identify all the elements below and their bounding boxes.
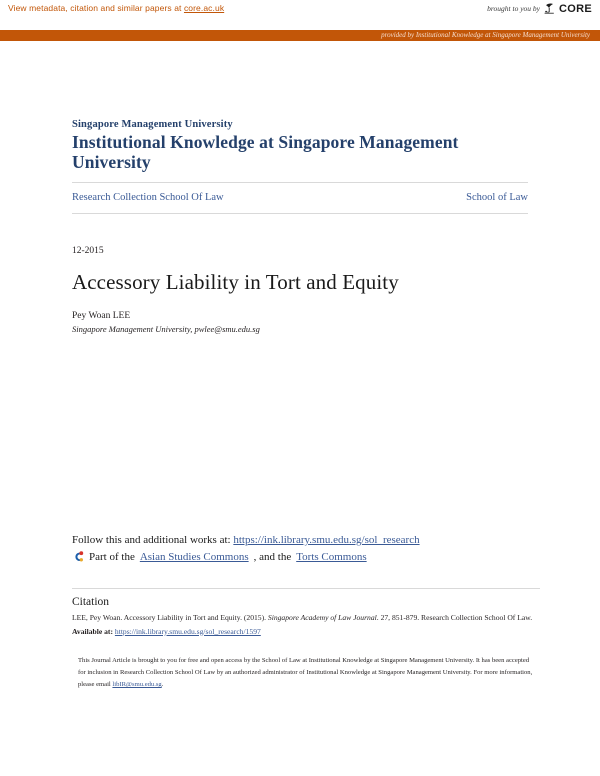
collection-divider: [72, 213, 528, 214]
digital-commons-network-icon: [72, 551, 84, 563]
citation-section: [72, 578, 540, 636]
masthead-divider: [72, 182, 528, 183]
page-title: Accessory Liability in Tort and Equity: [72, 270, 399, 295]
available-at-link[interactable]: https://ink.library.smu.edu.sg/sol_research/1597: [114, 626, 261, 636]
citation-text: [72, 612, 540, 624]
subject-link-asian-studies[interactable]: Asian Studies Commons: [139, 551, 249, 563]
available-at-line: [72, 627, 540, 636]
core-metadata-text: View metadata, citation and similar papers at: [8, 3, 184, 13]
follow-line: [72, 534, 540, 546]
core-tree-icon: [543, 2, 556, 15]
follow-lead-text: Follow this and additional works at:: [72, 534, 234, 546]
university-name: Singapore Management University: [72, 119, 233, 130]
follow-block: [72, 534, 540, 563]
author-affiliation: Singapore Management University, pwlee@smu.edu.sg: [72, 324, 260, 335]
subject-separator: , and the: [253, 551, 292, 563]
citation-heading: Citation: [72, 596, 110, 608]
available-at-label: Available at:: [72, 626, 113, 636]
core-banner: [0, 0, 600, 30]
citation-divider: [72, 588, 540, 589]
subject-link-torts[interactable]: Torts Commons: [296, 551, 367, 563]
citation-text-part-2: . 27, 851-879. Research Collection School Of Law.: [376, 613, 533, 622]
disclaimer-text: [78, 655, 538, 692]
core-metadata-line: [8, 3, 224, 13]
core-brand-group: [487, 2, 592, 15]
collection-name[interactable]: Research Collection School Of Law: [72, 192, 224, 204]
school-name[interactable]: School of Law: [466, 192, 528, 204]
citation-journal-title: Singapore Academy of Law Journal: [267, 613, 377, 622]
citation-text-part-1: LEE, Pey Woan. Accessory Liability in Tort and Equity. (2015).: [72, 613, 268, 622]
core-metadata-link[interactable]: core.ac.uk: [183, 3, 225, 13]
repository-name: Institutional Knowledge at Singapore Management University: [72, 132, 459, 173]
publication-date: 12-2015: [72, 246, 104, 257]
core-provided-by-text: provided by Institutional Knowledge at Singapore Management University: [381, 31, 590, 39]
repository-masthead: [72, 119, 528, 172]
disclaimer-part-1: This Journal Article is brought to you for free and open access by the School of Law at Institutional Knowledge at Singapore Management University. It has been accepted for inclusion in Research Collection School Of Law by an authorized administrator of Institutional Knowledge at Singapore Management University. For more information, please email: [78, 657, 533, 689]
collection-row: [72, 192, 528, 203]
part-of-prefix: Part of the: [89, 551, 135, 563]
author-name: Pey Woan LEE: [72, 311, 131, 322]
core-orange-strip: [0, 30, 600, 41]
disclaimer-part-2: .: [161, 681, 164, 689]
part-of-line: [72, 551, 540, 563]
cover-page: [0, 119, 600, 334]
follow-works-link[interactable]: https://ink.library.smu.edu.sg/sol_research: [233, 534, 420, 546]
brought-to-you-by-label: brought to you by: [487, 4, 541, 13]
core-wordmark: CORE: [559, 2, 592, 15]
contact-email-link[interactable]: libIR@smu.edu.sg: [112, 681, 162, 689]
